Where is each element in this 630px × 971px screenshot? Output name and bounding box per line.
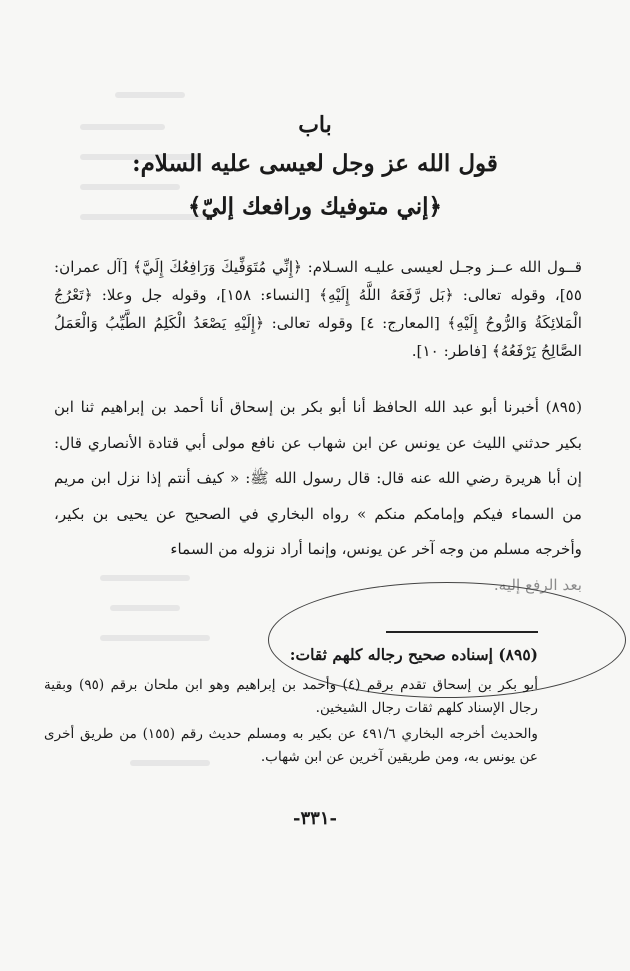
chapter-title: قول الله عز وجل لعيسى عليه السلام:	[132, 150, 498, 177]
chapter-verse: ﴿إني متوفيك ورافعك إليّ﴾	[187, 193, 443, 220]
footnotes	[44, 674, 538, 772]
footnote-line: والحديث أخرجه البخاري ٤٩١/٦ عن بكير به ومسلم حديث رقم (١٥٥) من طريق أخرى عن يونس به، ومن طريقين آخرين عن ابن شهاب.	[44, 726, 538, 765]
footnote-separator	[386, 631, 538, 633]
footnote-title: (٨٩٥) إسناده صحيح رجاله كلهم ثقات:	[289, 645, 538, 664]
bleed-mark	[115, 92, 185, 98]
footnote-line: أبو بكر بن إسحاق تقدم برقم (٤) وأحمد بن إبراهيم وهو ابن ملحان برقم (٩٥) وبقية رجال الإسناد كلهم ثقات رجال الشيخين.	[44, 677, 538, 716]
bleed-mark	[110, 605, 180, 611]
page-number: -٣٣١-	[293, 808, 337, 829]
intro-paragraph: قــول الله عــز وجـل لعيسى عليـه السـلام: ﴿إِنِّي مُتَوَفِّيكَ وَرَافِعُكَ إِلَيَّ﴾ [آل عمران: ٥٥]، وقوله تعالى: ﴿بَل رَّفَعَهُ اللَّهُ إِلَيْهِ﴾ [النساء: ١٥٨]، وقوله جل وعلا: ﴿تَعْرُجُ الْمَلائِكَةُ وَالرُّوحُ إِلَيْهِ﴾ [المعارج: ٤] وقوله تعالى: ﴿إِلَيْهِ يَصْعَدُ الْكَلِمُ الطَّيِّبُ وَالْعَمَلُ الصَّالِحُ يَرْفَعُهُ﴾ [فاطر: ١٠].	[54, 258, 582, 360]
bleed-mark	[100, 635, 210, 641]
hadith-text: أخبرنا أبو عبد الله الحافظ أنا أبو بكر بن إسحاق أنا أحمد بن إبراهيم ثنا ابن بكير حدثني الليث عن يونس عن ابن شهاب عن نافع مولى أبي قتادة الأنصاري قال: إن أبا هريرة رضي الله عنه قال: قال رسول الله ﷺ: « كيف أنتم إذا نزل ابن مريم من السماء فيكم وإمامكم منكم » رواه البخاري في الصحيح عن يحيى بن بكير، وأخرجه مسلم من وجه آخر عن يونس، وإنما أراد نزوله من السماء	[54, 398, 582, 558]
hadith-paragraph	[54, 390, 582, 603]
chapter-label: باب	[298, 112, 332, 138]
hadith-text-end: بعد الرفع إليه.	[493, 575, 582, 594]
bleed-mark	[80, 184, 180, 190]
hadith-number: (٨٩٥)	[545, 398, 582, 416]
